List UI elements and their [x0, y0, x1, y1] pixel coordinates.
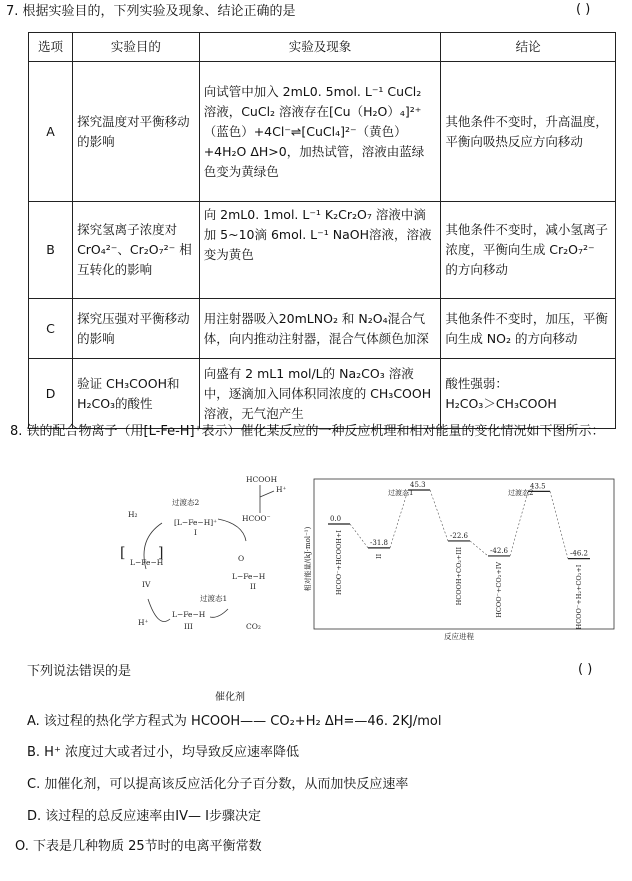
row-purpose: 探究压强对平衡移动的影响	[73, 299, 200, 359]
energy-connector	[350, 524, 368, 548]
table-row	[29, 359, 616, 429]
mech-h2: H₂	[128, 510, 138, 519]
conclusion-label: 酸性强弱：	[445, 375, 508, 391]
mech-hplus-bottom: H⁺	[138, 618, 149, 627]
energy-connector	[470, 541, 488, 556]
mech-lfeh-ii: L−Fe−H	[232, 572, 266, 581]
mech-ts2-label: 过渡态2	[172, 498, 200, 507]
mech-catalyst: [L−Fe−H]⁺	[174, 518, 218, 527]
mech-lfeh-iv: L−Fe−H	[130, 558, 164, 567]
energy-level-label: HCOO⁻+H₂+CO₂+I	[575, 564, 583, 630]
energy-x-label: 反应进程	[444, 632, 474, 641]
row-phenomenon: 向试管中加入 2mL0. 5mol. L⁻¹ CuCl₂ 溶液，CuCl₂ 溶液存在[Cu（H₂O）₄]²⁺（蓝色）+4Cl⁻⇌[CuCl₄]²⁻（黄色）+4H₂O ΔH>0，加热试管，溶液由蓝绿色变为黄绿色	[199, 62, 441, 202]
energy-connector	[430, 490, 448, 541]
energy-connector	[510, 491, 528, 556]
mech-label-IV: IV	[142, 580, 151, 589]
row-phenomenon: 用注射器吸入20mLNO₂ 和 N₂O₄混合气体，向内推动注射器，混合气体颜色加深	[199, 299, 441, 359]
question-9-stem: O. 下表是几种物质 25节时的电离平衡常数	[15, 839, 262, 854]
energy-level-value: -46.2	[570, 549, 588, 558]
table-row	[29, 202, 616, 299]
row-option: B	[29, 202, 73, 299]
table-row	[29, 62, 616, 202]
option-a: A. 该过程的热化学方程式为 HCOOH—— CO₂+H₂ ΔH=—46. 2KJ/mol	[27, 714, 442, 729]
mech-bracket-left: [	[120, 545, 126, 561]
row-conclusion: 其他条件不变时，加压，平衡向生成 NO₂ 的方向移动	[441, 299, 616, 359]
row-conclusion: 其他条件不变时，减小氢离子浓度，平衡向生成 Cr₂O₇²⁻ 的方向移动	[441, 202, 616, 299]
mech-label-III: III	[184, 622, 193, 631]
header-conclusion: 结论	[441, 33, 616, 62]
mech-hplus-top: H⁺	[276, 485, 287, 494]
energy-level-value: 45.3	[410, 481, 426, 490]
energy-ts2-label: 过渡态2	[508, 489, 534, 497]
mech-lfeh-iii: L−Fe−H	[172, 610, 206, 619]
mech-hcooh: HCOOH	[246, 475, 278, 484]
header-purpose: 实验目的	[73, 33, 200, 62]
experiment-table	[28, 32, 616, 429]
mech-label-I: I	[194, 528, 197, 537]
figure-svg	[118, 469, 618, 641]
energy-level-value: 0.0	[330, 515, 342, 523]
energy-level-label: HCOOH+CO₂+III	[455, 546, 463, 606]
table-header-row	[29, 33, 616, 62]
energy-level-label: HCOO⁻+CO₂+IV	[495, 561, 503, 618]
option-d: D. 该过程的总反应速率由IV— I步骤决定	[27, 809, 261, 824]
energy-level-label: HCOO⁻+HCOOH+I	[335, 530, 343, 596]
energy-level-value: -31.8	[370, 538, 388, 547]
mech-hcoo: HCOO⁻	[242, 514, 271, 523]
mech-formate-O: O	[238, 554, 245, 563]
energy-level-value: 43.5	[530, 482, 546, 491]
mech-label-II: II	[250, 582, 256, 591]
row-option: A	[29, 62, 73, 202]
mech-ts1-label: 过渡态1	[200, 594, 228, 603]
mechanism-and-energy-figure	[118, 469, 618, 641]
mech-bracket-right: ]	[158, 545, 164, 561]
row-phenomenon: 向盛有 2 mL1 mol/L的 Na₂CO₃ 溶液中，逐滴加入同体积同浓度的 CH₃COOH溶液，无气泡产生	[199, 359, 441, 429]
row-conclusion	[441, 359, 616, 429]
mech-curve-arrow	[210, 609, 228, 617]
answer-bracket-7: ( )	[576, 2, 591, 17]
question-7-stem: 7. 根据实验目的，下列实验及现象、结论正确的是	[6, 4, 296, 19]
row-conclusion: 其他条件不变时，升高温度，平衡向吸热反应方向移动	[441, 62, 616, 202]
option-b: B. H⁺ 浓度过大或者过小，均导致反应速率降低	[27, 745, 299, 760]
row-option: C	[29, 299, 73, 359]
row-phenomenon: 向 2mL0. 1mol. L⁻¹ K₂Cr₂O₇ 溶液中滴加 5~10滴 6mol. L⁻¹ NaOH溶液，溶液变为黄色	[199, 202, 441, 299]
table-row	[29, 299, 616, 359]
question-8-stem: 8. 铁的配合物离子（用[L-Fe-H]⁺表示）催化某反应的一种反应机理和相对能量的变化情况如下图所示：	[10, 424, 605, 439]
row-purpose: 探究氢离子浓度对 CrO₄²⁻、Cr₂O₇²⁻ 相互转化的影响	[73, 202, 200, 299]
mech-co2: CO₂	[246, 622, 261, 631]
energy-plot-frame	[314, 479, 614, 629]
header-option: 选项	[29, 33, 73, 62]
header-phenomenon: 实验及现象	[199, 33, 441, 62]
question-8-prompt: 下列说法错误的是	[27, 664, 132, 679]
row-option: D	[29, 359, 73, 429]
row-purpose: 探究温度对平衡移动的影响	[73, 62, 200, 202]
option-c: C. 加催化剂，可以提高该反应活化分子百分数，从而加快反应速率	[27, 777, 409, 792]
row-purpose: 验证 CH₃COOH和 H₂CO₃的酸性	[73, 359, 200, 429]
energy-ts1-label: 过渡态1	[388, 489, 414, 497]
energy-connector	[550, 491, 568, 558]
energy-level-value: -22.6	[450, 531, 468, 540]
catalyst-word: 催化剂	[215, 692, 245, 703]
energy-connector	[390, 490, 408, 548]
mech-curve-arrow	[148, 599, 170, 622]
answer-bracket-8: ( )	[578, 662, 593, 677]
mech-arrow-line	[260, 491, 274, 497]
conclusion-formula: H₂CO₃＞CH₃COOH	[445, 395, 557, 411]
energy-y-label: 相对能量/(kJ·mol⁻¹)	[304, 526, 312, 592]
energy-level-value: -42.6	[490, 546, 508, 555]
energy-levels-group	[328, 481, 590, 629]
energy-level-label: II	[375, 553, 383, 559]
